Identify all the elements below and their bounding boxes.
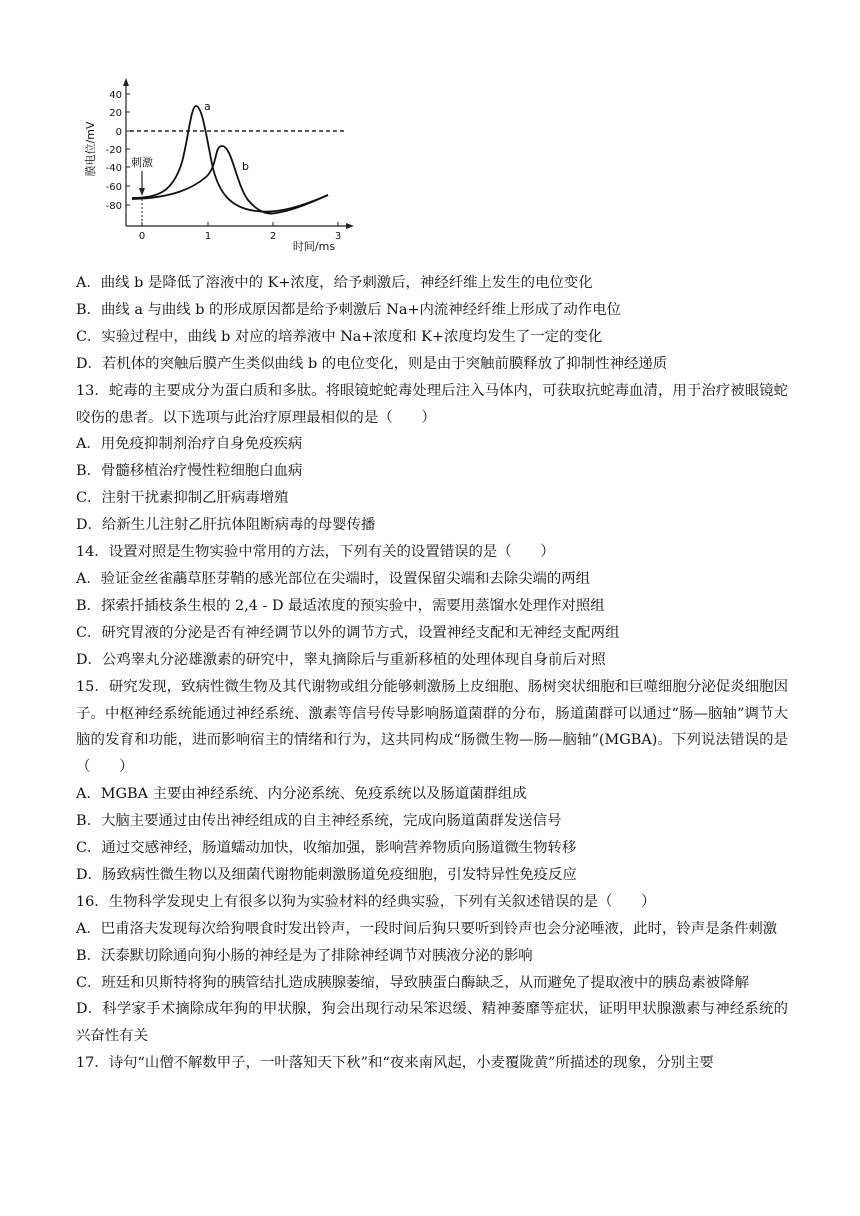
- x-tick-label: 1: [204, 231, 212, 242]
- q15-option-b: B．大脑主要通过由传出神经组成的自主神经系统，完成向肠道菌群发送信号: [76, 813, 562, 830]
- q16-stem: 16．生物科学发现史上有很多以狗为实验材料的经典实验，下列有关叙述错误的是（ ）: [76, 893, 656, 910]
- x-tick-label: 0: [138, 231, 146, 242]
- y-tick-label: 20: [109, 108, 122, 119]
- q12-option-d: D．若机体的突触后膜产生类似曲线 b 的电位变化，则是由于突触前膜释放了抑制性神经递质: [76, 355, 668, 372]
- x-tick-label: 2: [269, 231, 277, 242]
- q15-option-a: A．MGBA 主要由神经系统、内分泌系统、免疫系统以及肠道菌群组成: [76, 786, 527, 803]
- x-axis-label: 时间/ms: [292, 240, 336, 253]
- x-axis-arrow: [346, 223, 354, 229]
- q13-option-a: A．用免疫抑制剂治疗自身免疫疾病: [76, 436, 303, 453]
- question-text: [76, 270, 788, 1077]
- curve-b: [132, 146, 328, 214]
- q16-option-b: B．沃泰默切除通向狗小肠的神经是为了排除神经调节对胰液分泌的影响: [76, 947, 533, 964]
- y-tick-label: -60: [105, 182, 122, 193]
- q16-option-c: C．班廷和贝斯特将狗的胰管结扎造成胰腺萎缩，导致胰蛋白酶缺乏，从而避免了提取液中的胰岛素被降解: [76, 974, 749, 991]
- q16-option-d: D．科学家手术摘除成年狗的甲状腺，狗会出现行动呆笨迟缓、精神萎靡等症状，证明甲状腺激素与神经系统的兴奋性有关: [76, 1001, 788, 1045]
- q14-option-a: A．验证金丝雀虉草胚芽鞘的感光部位在尖端时，设置保留尖端和去除尖端的两组: [76, 570, 591, 587]
- stimulus-arrowhead: [139, 188, 145, 196]
- q14-option-d: D．公鸡睾丸分泌雄激素的研究中，睾丸摘除后与重新移植的处理体现自身前后对照: [76, 651, 606, 668]
- y-tick-label: 40: [109, 90, 122, 101]
- y-axis-label: 膜电位/mV: [84, 121, 97, 177]
- x-tick-label: 3: [334, 231, 342, 242]
- q17-stem: 17．诗句“山僧不解数甲子，一叶落知天下秋”和“夜来南风起，小麦覆陇黄”所描述的现象，分别主要: [76, 1055, 714, 1072]
- q15-option-d: D．肠致病性微生物以及细菌代谢物能刺激肠道免疫细胞，引发特异性免疫反应: [76, 866, 577, 883]
- membrane-potential-graph: [78, 74, 368, 254]
- q12-option-a: A．曲线 b 是降低了溶液中的 K+浓度，给予刺激后，神经纤维上发生的电位变化: [76, 275, 593, 291]
- q14-option-b: B．探索扦插枝条生根的 2,4 - D 最适浓度的预实验中，需要用蒸馏水处理作对照组: [76, 597, 605, 614]
- q15-option-c: C．通过交感神经，肠道蠕动加快，收缩加强，影响营养物质向肠道微生物转移: [76, 840, 577, 857]
- q12-option-b: B．曲线 a 与曲线 b 的形成原因都是给予刺激后 Na+内流神经纤维上形成了动作电位: [76, 301, 621, 318]
- y-axis-arrow: [123, 78, 129, 86]
- q14-option-c: C．研究胃液的分泌是否有神经调节以外的调节方式，设置神经支配和无神经支配两组: [76, 624, 620, 641]
- q16-option-a: A．巴甫洛夫发现每次给狗喂食时发出铃声，一段时间后狗只要听到铃声也会分泌唾液，此时，铃声是条件刺激: [76, 920, 778, 937]
- q13-stem: 13．蛇毒的主要成分为蛋白质和多肽。将眼镜蛇蛇毒处理后注入马体内，可获取抗蛇毒血清，用于治疗被眼镜蛇咬伤的患者。以下选项与此治疗原理最相似的是（ ）: [76, 382, 788, 426]
- q14-stem: 14．设置对照是生物实验中常用的方法，下列有关的设置错误的是（ ）: [76, 544, 555, 561]
- y-tick-label: -20: [105, 145, 122, 156]
- stimulus-label: 刺激: [131, 156, 153, 169]
- q12-option-c: C．实验过程中，曲线 b 对应的培养液中 Na+浓度和 K+浓度均发生了一定的变化: [76, 328, 603, 345]
- y-tick-label: -40: [105, 163, 122, 174]
- q13-option-d: D．给新生儿注射乙肝抗体阻断病毒的母婴传播: [76, 517, 376, 534]
- q15-stem: 15．研究发现，致病性微生物及其代谢物或组分能够刺激肠上皮细胞、肠树突状细胞和巨噬细胞分泌促炎细胞因子。中枢神经系统能通过神经系统、激素等信号传导影响肠道菌群的分布，肠道菌群可以通过“肠—脑轴”调节大脑的发育和功能，进而影响宿主的情绪和行为，这共同构成“肠微生物—肠—脑轴”(MGBA)。下列说法错误的是（ ）: [76, 678, 788, 776]
- y-tick-label: -80: [105, 201, 122, 212]
- q13-option-b: B．骨髓移植治疗慢性粒细胞白血病: [76, 463, 303, 480]
- y-tick-label: 0: [115, 127, 122, 138]
- curve-a-label: a: [204, 100, 211, 113]
- curve-b-label: b: [242, 160, 249, 173]
- q13-option-c: C．注射干扰素抑制乙肝病毒增殖: [76, 490, 289, 507]
